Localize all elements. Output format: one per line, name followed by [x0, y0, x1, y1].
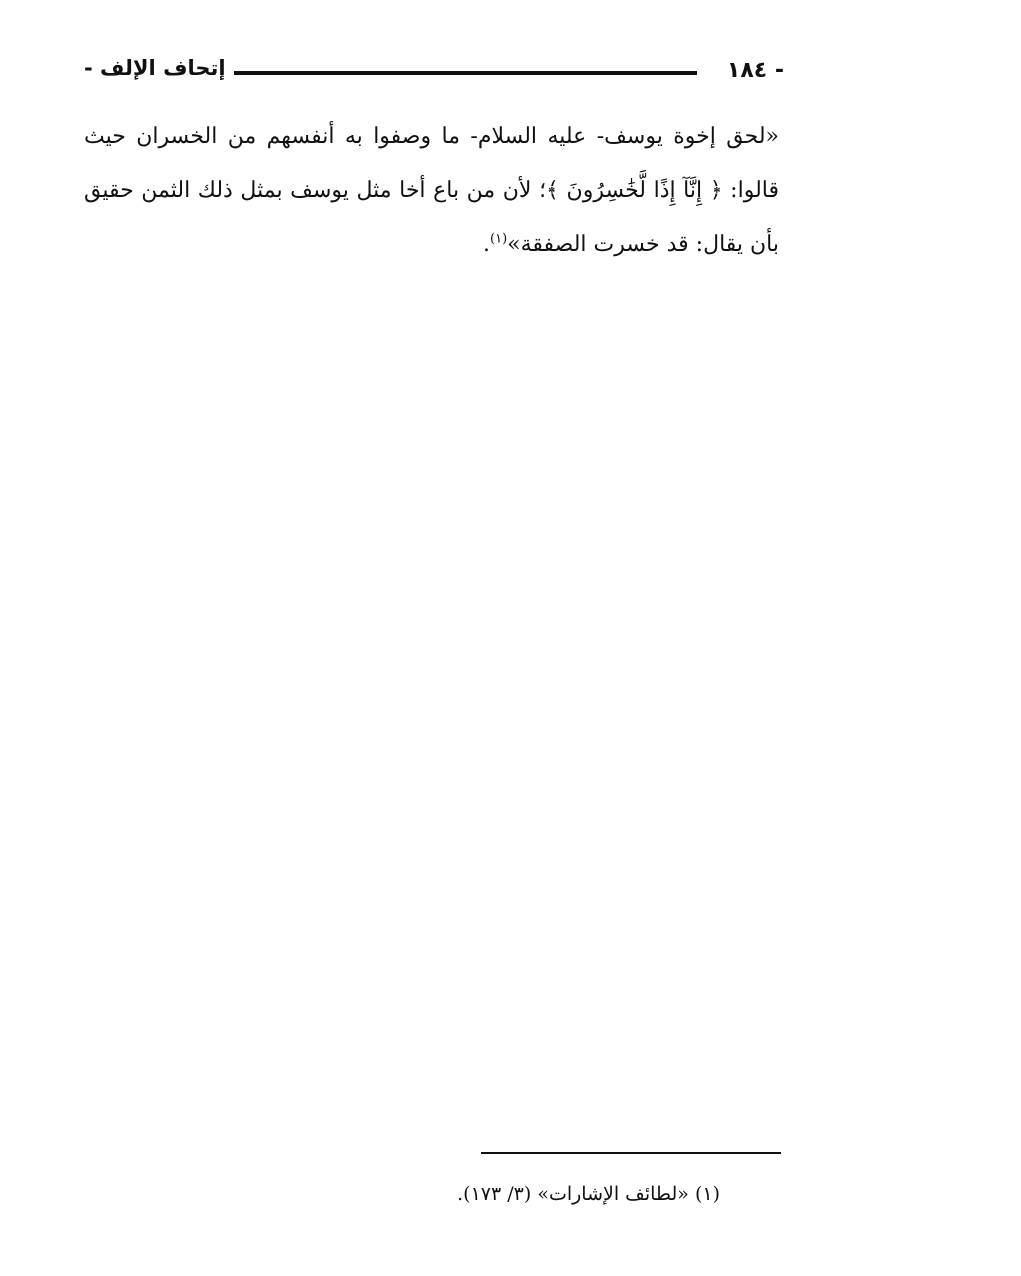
paragraph-end: .	[483, 232, 490, 257]
paragraph	[84, 110, 779, 272]
paragraph-text: «لحق إخوة يوسف- عليه السلام- ما وصفوا به أنفسهم من الخسران حيث قالوا: ﴿ إِنَّآ إِذًا لَّخَٰسِرُونَ ﴾؛ لأن من باع أخا مثل يوسف بمثل ذلك الثمن حقيق بأن يقال: قد خسرت الصفقة»	[84, 124, 779, 257]
footnote-separator	[481, 1152, 781, 1154]
footnote-reference: (١)	[490, 231, 508, 247]
book-title: إتحاف الإلف -	[84, 56, 226, 80]
footnote: (١) «لطائف الإشارات» (٣/ ١٧٣).	[457, 1183, 720, 1205]
page-number: - ١٨٤	[726, 58, 784, 83]
running-header	[84, 56, 784, 92]
main-text	[84, 110, 779, 272]
header-rule	[234, 71, 697, 75]
